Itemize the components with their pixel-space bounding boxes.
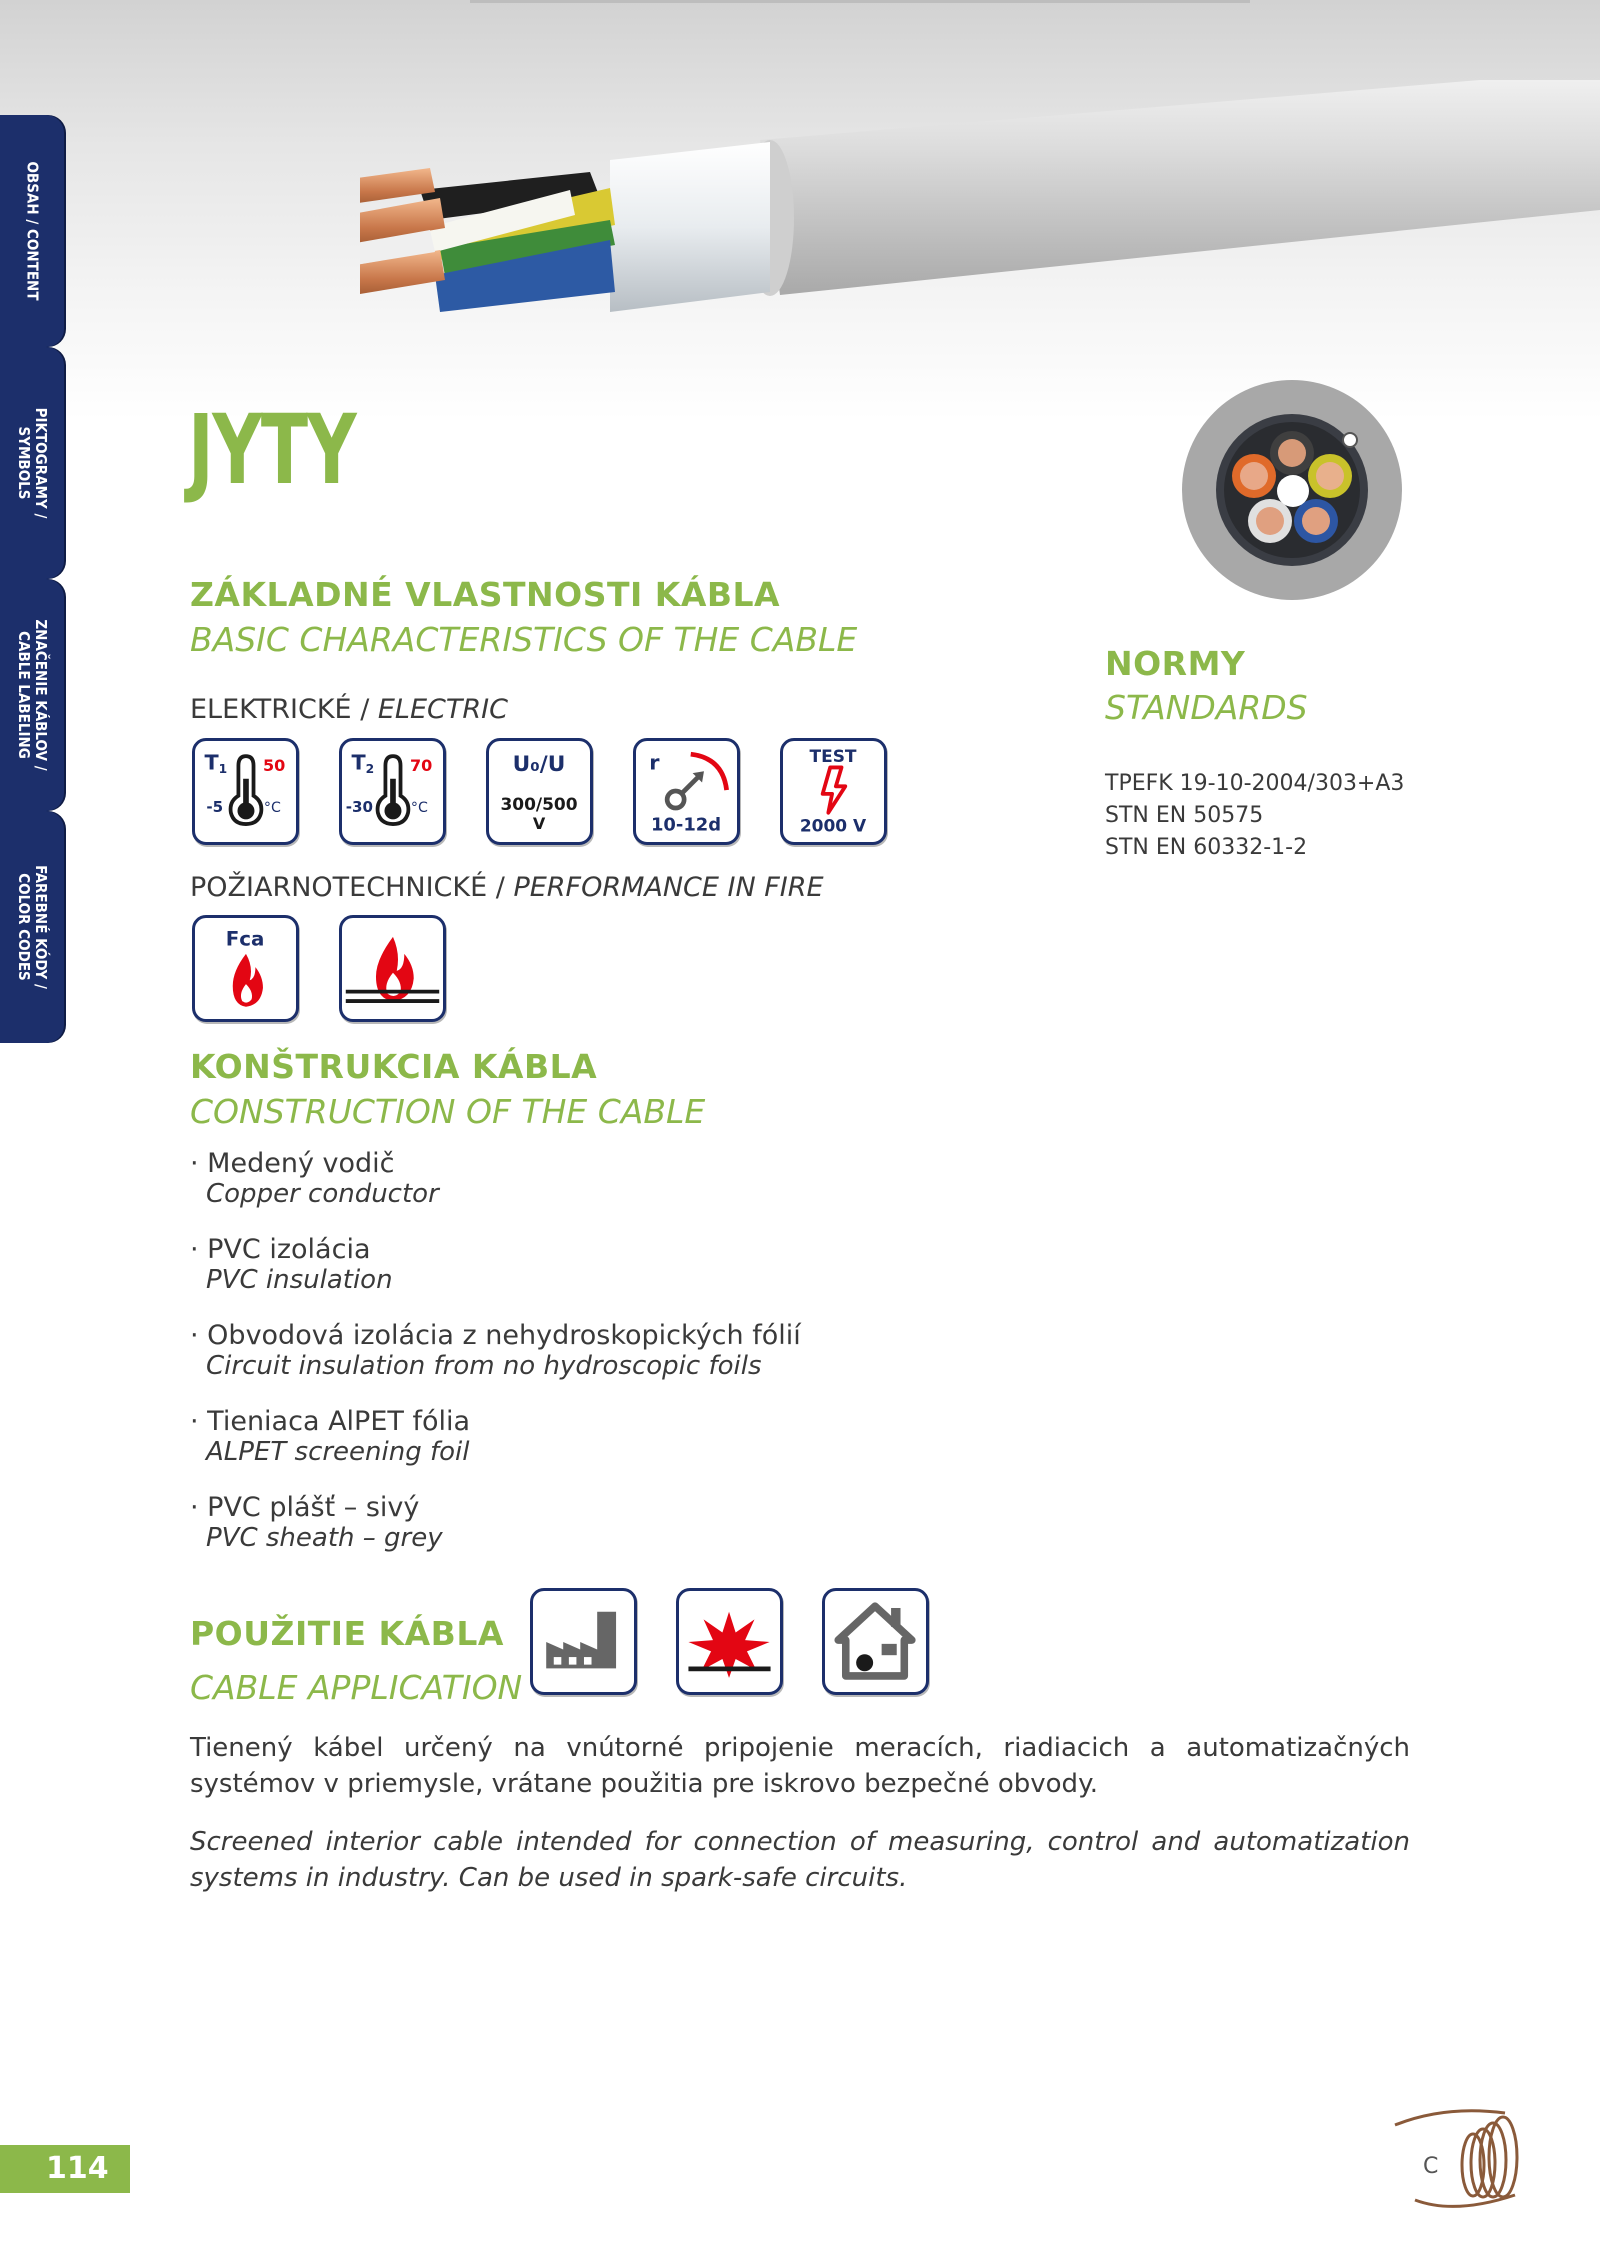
construction-title-en: CONSTRUCTION OF THE CABLE bbox=[190, 1092, 706, 1131]
electric-heading: ELEKTRICKÉ / ELECTRIC bbox=[190, 694, 508, 725]
radius-top: r bbox=[649, 750, 660, 775]
product-title: JYTY bbox=[188, 394, 356, 506]
fire-heading: POŽIARNOTECHNICKÉ / PERFORMANCE IN FIRE bbox=[190, 872, 824, 903]
construction-title-sk: KONŠTRUKCIA KÁBLA bbox=[190, 1047, 598, 1086]
list-item: · PVC plášť – sivý PVC sheath – grey bbox=[190, 1492, 801, 1578]
t1-label: T bbox=[204, 750, 219, 775]
logo-letter: C bbox=[1423, 2154, 1439, 2179]
voltage-value: 300/500 bbox=[500, 794, 578, 815]
construction-list bbox=[190, 1148, 801, 1578]
cable-illustration bbox=[360, 80, 1600, 410]
list-item: · Medený vodič Copper conductor bbox=[190, 1148, 801, 1234]
page-number: 114 bbox=[0, 2145, 130, 2193]
list-item: · Obvodová izolácia z nehydroskopických fólií Circuit insulation from no hydroscopic foils bbox=[190, 1320, 801, 1381]
application-text-sk: Tienený kábel určený na vnútorné pripojenie meracích, riadiacich a automatizačných systémov v priemysle, vrátane použitia pre iskrovo bezpečné obvody. bbox=[190, 1733, 1410, 1799]
t1-min: -5 bbox=[206, 797, 224, 816]
cable-cross-section-icon bbox=[1180, 378, 1405, 603]
fire-en: PERFORMANCE IN FIRE bbox=[513, 872, 824, 903]
tab-content-label: OBSAH / CONTENT bbox=[23, 161, 42, 301]
radius-value: 10-12d bbox=[650, 814, 722, 836]
explosive-pictogram bbox=[676, 1588, 783, 1695]
flame-spread-pictogram bbox=[339, 915, 446, 1022]
flame-icon bbox=[233, 954, 263, 1007]
standards-list bbox=[1105, 768, 1404, 864]
standards-title-en: STANDARDS bbox=[1105, 688, 1308, 727]
t1-unit: °C bbox=[263, 799, 281, 816]
test-value: 2000 V bbox=[799, 816, 867, 837]
standards-title-sk: NORMY bbox=[1105, 644, 1246, 683]
fire-class-label: Fca bbox=[225, 927, 265, 951]
fire-sk: POŽIARNOTECHNICKÉ bbox=[190, 872, 488, 903]
hero-top-line bbox=[470, 0, 1250, 3]
tab-symbols[interactable] bbox=[0, 347, 64, 579]
electric-en: ELECTRIC bbox=[377, 694, 508, 725]
house-icon bbox=[838, 1606, 912, 1676]
bending-radius-icon bbox=[667, 754, 726, 808]
temperature-t1-pictogram bbox=[192, 738, 299, 845]
tab-cable-labeling[interactable] bbox=[0, 579, 64, 811]
fire-class-pictogram bbox=[192, 915, 299, 1022]
industry-pictogram bbox=[530, 1588, 637, 1695]
t2-unit: °C bbox=[410, 799, 428, 816]
svg-text:T1 bbox=[204, 750, 227, 776]
tab-symbols-label-2: SYMBOLS bbox=[15, 426, 33, 500]
t2-min: -30 bbox=[345, 797, 374, 816]
temperature-t2-pictogram bbox=[339, 738, 446, 845]
construction-item-sk: Obvodová izolácia z nehydroskopických fólií bbox=[207, 1320, 801, 1351]
test-top: TEST bbox=[809, 746, 857, 767]
standard-item: TPEFK 19-10-2004/303+A3 bbox=[1105, 771, 1405, 796]
t2-sub: 2 bbox=[365, 762, 375, 777]
tab-labeling-label-1: ZNAČENIE KÁBLOV / bbox=[32, 619, 50, 771]
explosion-icon bbox=[688, 1612, 770, 1678]
indoor-pictogram bbox=[822, 1588, 929, 1695]
standard-item: STN EN 60332-1-2 bbox=[1105, 835, 1308, 860]
construction-item-sk: Medený vodič bbox=[207, 1148, 395, 1179]
voltage-unit: V bbox=[532, 813, 546, 833]
basic-title-en: BASIC CHARACTERISTICS OF THE CABLE bbox=[190, 620, 858, 659]
thermometer-icon bbox=[231, 756, 262, 824]
t2-max: 70 bbox=[409, 756, 433, 776]
voltage-top: U₀/U bbox=[512, 752, 566, 778]
lightning-icon bbox=[823, 767, 846, 812]
construction-item-sk: PVC plášť – sivý bbox=[207, 1492, 420, 1523]
tab-color-label-1: FAREBNÉ KÓDY / bbox=[32, 865, 50, 989]
tab-symbols-label-1: PIKTOGRAMY / bbox=[32, 407, 50, 519]
test-voltage-pictogram bbox=[780, 738, 887, 845]
application-title-en: CABLE APPLICATION bbox=[190, 1668, 523, 1707]
t1-sub: 1 bbox=[218, 762, 228, 777]
standard-item: STN EN 50575 bbox=[1105, 803, 1264, 828]
construction-item-en: ALPET screening foil bbox=[206, 1437, 470, 1467]
t1-max: 50 bbox=[262, 756, 286, 776]
construction-item-sk: Tieniaca AlPET fólia bbox=[207, 1406, 471, 1437]
bending-radius-pictogram bbox=[633, 738, 740, 845]
tab-color-codes[interactable] bbox=[0, 811, 64, 1043]
thermometer-icon bbox=[378, 756, 409, 824]
factory-icon bbox=[546, 1612, 616, 1669]
list-item: · PVC izolácia PVC insulation bbox=[190, 1234, 801, 1320]
svg-text:T2 bbox=[351, 750, 374, 776]
construction-item-sk: PVC izolácia bbox=[207, 1234, 371, 1265]
basic-title-sk: ZÁKLADNÉ VLASTNOSTI KÁBLA bbox=[190, 575, 781, 614]
construction-item-en: Copper conductor bbox=[206, 1179, 439, 1209]
tab-content[interactable] bbox=[0, 115, 64, 347]
rated-voltage-pictogram bbox=[486, 738, 593, 845]
tab-color-label-2: COLOR CODES bbox=[15, 873, 33, 981]
tab-labeling-label-2: CABLE LABELING bbox=[15, 631, 33, 759]
construction-item-en: PVC sheath – grey bbox=[206, 1523, 443, 1553]
application-text-en: Screened interior cable intended for connection of measuring, control and automatization systems in industry. Can be used in spark-safe circuits. bbox=[190, 1827, 1410, 1893]
list-item: · Tieniaca AlPET fólia ALPET screening foil bbox=[190, 1406, 801, 1492]
t2-label: T bbox=[351, 750, 366, 775]
company-logo-icon bbox=[1385, 2095, 1545, 2225]
application-title-sk: POUŽITIE KÁBLA bbox=[190, 1614, 504, 1653]
construction-item-en: PVC insulation bbox=[206, 1265, 393, 1295]
electric-sk: ELEKTRICKÉ bbox=[190, 694, 352, 725]
construction-item-en: Circuit insulation from no hydroscopic foils bbox=[206, 1351, 762, 1381]
